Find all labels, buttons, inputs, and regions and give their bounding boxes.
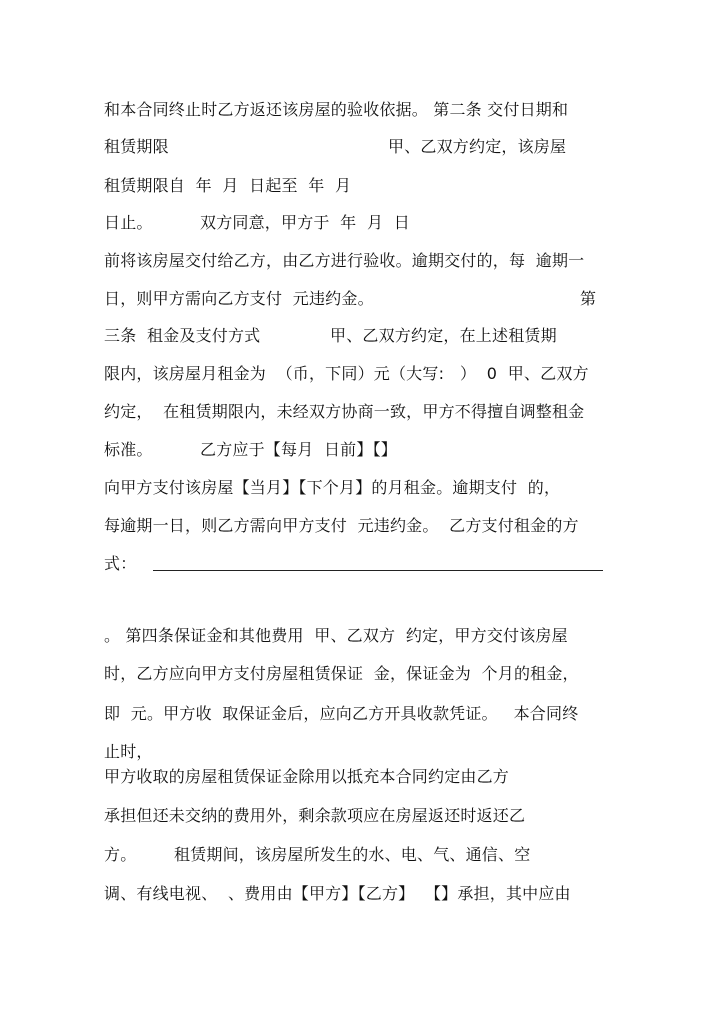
text-line-2a: 租赁期限 bbox=[104, 137, 169, 156]
text-line-10b: 乙方应于【每月 日前】【】 bbox=[200, 440, 397, 459]
text-line-3: 租赁期限自 年 月 日起至 年 月 bbox=[104, 176, 352, 195]
text-line-6a: 日，则甲方需向乙方支付 元违约金。 bbox=[104, 289, 374, 308]
text-line-5: 前将该房屋交付给乙方，由乙方进行验收。逾期交付的，每 逾期一 bbox=[104, 251, 585, 270]
text-line-9: 约定， 在租赁期限内，未经双方协商一致，甲方不得擅自调整租金 bbox=[104, 402, 585, 421]
text-line-19: 承担但还未交纳的费用外，剩余款项应在房屋返还时返还乙 bbox=[104, 806, 526, 825]
text-line-4a: 日止。 bbox=[104, 213, 153, 232]
text-line-7b: 甲、乙双方约定，在上述租赁期 bbox=[330, 326, 557, 345]
text-line-15: 时，乙方应向甲方支付房屋租赁保证 金，保证金为 个月的租金， bbox=[104, 664, 579, 683]
text-line-20a: 方。 bbox=[104, 845, 137, 864]
text-line-6b: 第 bbox=[580, 289, 597, 308]
text-line-7a: 三条 租金及支付方式 bbox=[104, 326, 261, 345]
fill-in-blank-line bbox=[153, 570, 603, 571]
text-line-4b: 双方同意，甲方于 年 月 日 bbox=[200, 213, 410, 232]
text-line-11: 向甲方支付该房屋【当月】【下个月】的月租金。逾期支付 的， bbox=[104, 478, 561, 497]
text-line-10a: 标准。 bbox=[104, 440, 153, 459]
text-line-21: 调、有线电视、 、费用由【甲方】【乙方】 【】承担，其中应由 bbox=[104, 884, 571, 903]
text-line-13: 式： bbox=[104, 554, 137, 573]
text-line-20b: 租赁期间，该房屋所发生的水、电、气、通信、空 bbox=[174, 845, 531, 864]
text-line-12: 每逾期一日，则乙方需向甲方支付 元违约金。 乙方支付租金的方 bbox=[104, 516, 579, 535]
text-line-14: 。 第四条保证金和其他费用 甲、乙双方 约定，甲方交付该房屋 bbox=[104, 626, 568, 645]
text-line-8: 限内，该房屋月租金为 （币，下同）元（大写: ） 0 甲、乙双方 bbox=[104, 364, 589, 383]
text-line-2b: 甲、乙双方约定，该房屋 bbox=[388, 137, 567, 156]
text-line-18: 甲方收取的房屋租赁保证金除用以抵充本合同约定由乙方 bbox=[104, 767, 510, 786]
text-line-16: 即 元。甲方收 取保证金后，应向乙方开具收款凭证。 本合同终 bbox=[104, 704, 579, 723]
text-line-1: 和本合同终止时乙方返还该房屋的验收依据。 第二条 交付日期和 bbox=[104, 100, 569, 119]
text-line-17: 止时， bbox=[104, 742, 153, 761]
